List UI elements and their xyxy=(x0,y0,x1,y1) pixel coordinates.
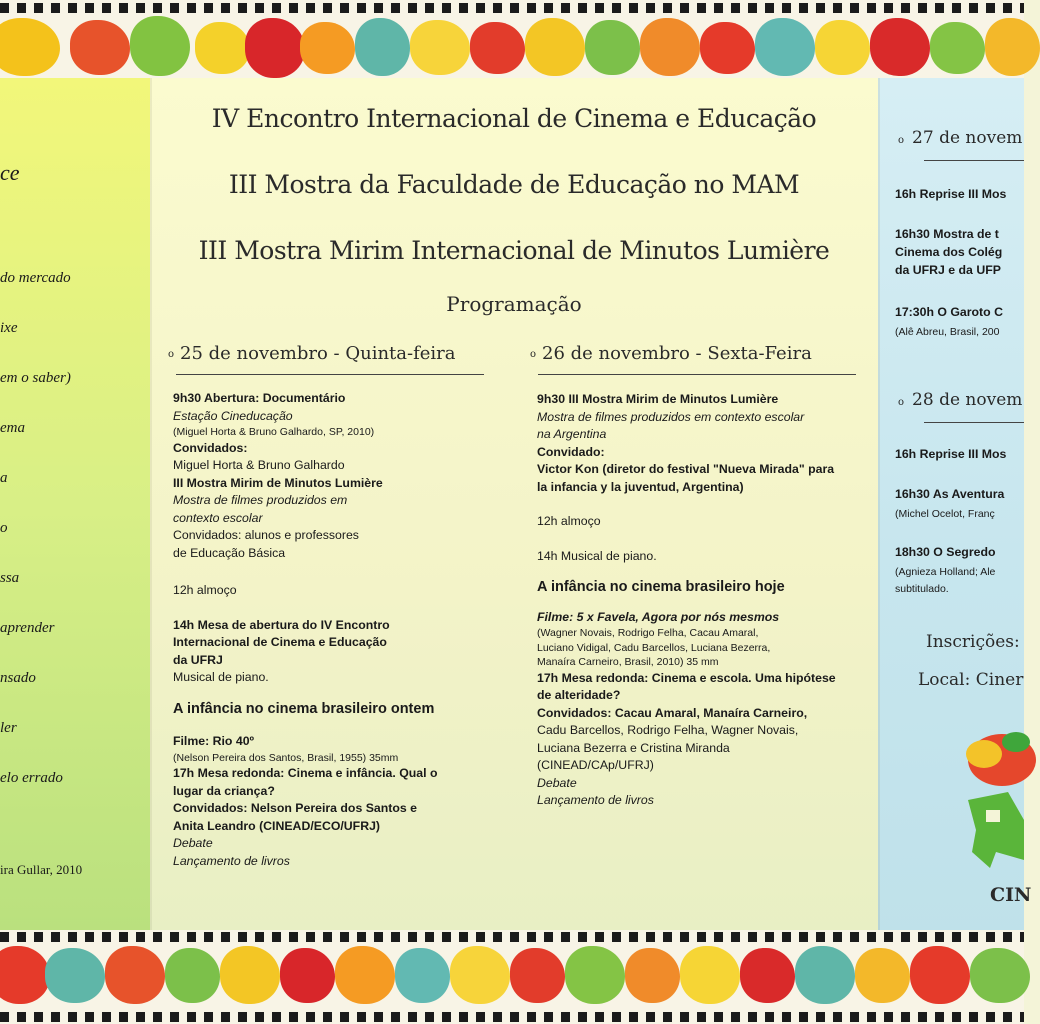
divider xyxy=(924,160,1024,161)
text-line: Lançamento de livros xyxy=(173,853,290,868)
location-label: Local: Ciner xyxy=(918,670,1024,690)
color-blob xyxy=(45,948,105,1003)
color-blob xyxy=(625,948,680,1003)
color-blob xyxy=(985,18,1040,76)
color-blob xyxy=(795,946,855,1004)
color-blob xyxy=(470,22,525,74)
color-blob xyxy=(165,948,220,1003)
color-blob xyxy=(0,18,60,76)
text-line: Lançamento de livros xyxy=(537,793,654,807)
color-blob xyxy=(395,948,450,1003)
color-blob xyxy=(740,948,795,1003)
color-blob xyxy=(930,22,985,74)
text-line: 17:30h O Garoto C xyxy=(895,305,1003,319)
text-line: 16h Reprise III Mos xyxy=(895,447,1007,461)
color-blob xyxy=(335,946,395,1004)
left-title-fragment: ce xyxy=(0,160,20,185)
left-item-7: ssa xyxy=(0,570,20,586)
right-line xyxy=(895,580,949,598)
text-line: 18h30 O Segredo xyxy=(895,545,996,559)
color-blob xyxy=(815,20,870,75)
text-line: (Miguel Horta & Bruno Galhardo, SP, 2010) xyxy=(173,426,375,438)
left-item-4: ema xyxy=(0,420,25,436)
text-line: 9h30 III Mostra Mirim de Minutos Lumière xyxy=(537,392,779,406)
right-line xyxy=(895,486,1004,503)
left-item-5: a xyxy=(0,470,8,486)
day1-program xyxy=(173,390,437,870)
text-line: Musical de piano. xyxy=(173,670,269,684)
text-line: contexto escolar xyxy=(173,510,263,525)
fold-line xyxy=(150,78,152,940)
logo-text: CIN xyxy=(990,884,1032,906)
right-line xyxy=(895,186,1006,203)
color-blob xyxy=(700,22,755,74)
film-perforations xyxy=(0,932,1024,942)
left-footer: ira Gullar, 2010 xyxy=(0,862,83,877)
text-line: 12h almoço xyxy=(537,514,601,528)
color-blob xyxy=(450,946,510,1004)
color-blob xyxy=(280,948,335,1003)
text-line: III Mostra Mirim de Minutos Lumière xyxy=(173,475,383,490)
fold-line xyxy=(878,78,880,940)
main-heading-2: III Mostra da Faculdade de Educação no MAM xyxy=(228,170,800,199)
text-line: Mostra de filmes produzidos em contexto escolar xyxy=(537,409,805,424)
text-line: 17h Mesa redonda: Cinema e escola. Uma hipótese xyxy=(537,670,836,685)
left-item-10: ler xyxy=(0,720,17,736)
text-line: Miguel Horta & Bruno Galhardo xyxy=(173,458,345,472)
color-blob xyxy=(245,18,305,78)
divider xyxy=(176,374,484,375)
color-blob xyxy=(70,20,130,75)
text-line: Convidados: Nelson Pereira dos Santos e xyxy=(173,801,417,815)
day1-title: o 25 de novembro - Quinta-feira xyxy=(168,343,456,364)
text-line: 16h30 Mostra de t xyxy=(895,227,999,241)
right-line xyxy=(895,446,1006,463)
text-line: (Wagner Novais, Rodrigo Felha, Cacau Amaral, xyxy=(537,627,759,639)
color-blob xyxy=(565,946,625,1004)
color-blob xyxy=(910,946,970,1004)
left-panel xyxy=(0,78,150,940)
color-blob xyxy=(855,948,910,1003)
color-blob xyxy=(585,20,640,75)
section-heading: A infância no cinema brasileiro ontem xyxy=(173,700,435,717)
divider xyxy=(924,422,1024,423)
text-line: 14h Musical de piano. xyxy=(537,548,657,563)
right-line xyxy=(895,505,995,523)
text-line: da UFRJ xyxy=(173,652,223,667)
right-line xyxy=(895,262,1001,279)
left-item-3: em o saber) xyxy=(0,370,71,386)
text-line: Convidados: xyxy=(173,440,248,455)
color-blob xyxy=(510,948,565,1003)
text-line: Mostra de filmes produzidos em xyxy=(173,493,348,507)
subheading: Programação xyxy=(446,292,582,316)
divider xyxy=(538,374,856,375)
day3-title: o 27 de novem xyxy=(898,128,1023,148)
text-line: Convidados: alunos e professores xyxy=(173,528,359,542)
main-heading-1: IV Encontro Internacional de Cinema e Educação xyxy=(211,104,817,133)
text-line: Estação Cineducação xyxy=(173,408,293,423)
color-blob xyxy=(755,18,815,76)
color-blob xyxy=(970,948,1030,1003)
color-blob xyxy=(300,22,355,74)
right-line xyxy=(895,544,995,561)
text-line: Filme: 5 x Favela, Agora por nós mesmos xyxy=(537,609,780,624)
text-line: 9h30 Abertura: Documentário xyxy=(173,391,346,405)
text-line: subtitulado. xyxy=(895,583,949,595)
inscricoes-label: Inscrições: xyxy=(926,632,1020,652)
right-line xyxy=(895,563,995,581)
main-heading-3: III Mostra Mirim Internacional de Minutos Lumière xyxy=(198,236,830,265)
text-line: de Educação Básica xyxy=(173,545,286,560)
right-line xyxy=(895,244,1002,261)
right-line xyxy=(895,323,999,341)
text-line: Filme: Rio 40º xyxy=(173,734,255,748)
text-line: Anita Leandro (CINEAD/ECO/UFRJ) xyxy=(173,818,381,833)
day2-title: o 26 de novembro - Sexta-Feira xyxy=(530,343,812,364)
text-line: Luciana Bezerra e Cristina Miranda xyxy=(537,740,730,755)
day2-program xyxy=(537,391,836,810)
text-line: 12h almoço xyxy=(173,583,237,597)
text-line: Convidado: xyxy=(537,444,605,459)
color-blob xyxy=(410,20,470,75)
bottom-filmstrip-border xyxy=(0,930,1024,1024)
color-blob xyxy=(355,18,410,76)
section-heading: A infância no cinema brasileiro hoje xyxy=(537,579,785,595)
color-blob xyxy=(640,18,700,76)
text-line: Victor Kon (diretor do festival "Nueva Mirada" para xyxy=(537,462,835,476)
left-item-1: do mercado xyxy=(0,270,71,286)
film-perforations xyxy=(0,1012,1024,1022)
text-line: Manaíra Carneiro, Brasil, 2010) 35 mm xyxy=(537,656,719,668)
text-line: la infancia y la juventud, Argentina) xyxy=(537,479,744,494)
text-line: (Agnieza Holland; Ale xyxy=(895,566,996,578)
text-line: Internacional de Cinema e Educação xyxy=(173,635,387,649)
text-line: 17h Mesa redonda: Cinema e infância. Qual o xyxy=(173,766,438,780)
text-line: (CINEAD/CAp/UFRJ) xyxy=(537,758,654,772)
text-line: 14h Mesa de abertura do IV Encontro xyxy=(173,617,390,632)
text-line: Convidados: Cacau Amaral, Manaíra Carneiro, xyxy=(537,705,808,720)
text-line: (Michel Ocelot, Franç xyxy=(895,508,995,520)
day4-title: o 28 de novem xyxy=(898,390,1023,410)
color-blob xyxy=(680,946,740,1004)
right-line xyxy=(895,304,1003,321)
color-blob xyxy=(195,22,250,74)
text-line: de alteridade? xyxy=(537,688,621,702)
color-blob xyxy=(220,946,280,1004)
left-item-9: nsado xyxy=(0,670,36,686)
text-line: Debate xyxy=(173,836,213,850)
color-blob xyxy=(870,18,930,76)
color-blob xyxy=(525,18,585,76)
text-line: na Argentina xyxy=(537,427,607,441)
text-line: Cadu Barcellos, Rodrigo Felha, Wagner Novais, xyxy=(537,723,799,737)
left-item-11: elo errado xyxy=(0,770,63,786)
text-line: 16h30 As Aventura xyxy=(895,487,1005,501)
right-line xyxy=(895,226,999,243)
color-blob xyxy=(130,16,190,76)
text-line: lugar da criança? xyxy=(173,783,275,798)
left-item-2: ixe xyxy=(0,320,18,336)
text-line: da UFRJ e da UFP xyxy=(895,263,1001,277)
text-line: (Nelson Pereira dos Santos, Brasil, 1955) 35mm xyxy=(173,751,399,764)
text-line: Luciano Vidigal, Cadu Barcellos, Luciana Bezerra, xyxy=(537,641,771,654)
film-perforations xyxy=(0,3,1024,13)
color-blob xyxy=(0,946,50,1004)
cinead-logo-icon xyxy=(950,720,1024,880)
left-item-6: o xyxy=(0,520,8,536)
text-line: Cinema dos Colég xyxy=(895,245,1003,259)
left-item-8: aprender xyxy=(0,620,55,636)
text-line: Debate xyxy=(537,775,577,790)
text-line: 16h Reprise III Mos xyxy=(895,187,1007,201)
color-blob xyxy=(105,946,165,1004)
text-line: (Alê Abreu, Brasil, 200 xyxy=(895,326,1000,338)
